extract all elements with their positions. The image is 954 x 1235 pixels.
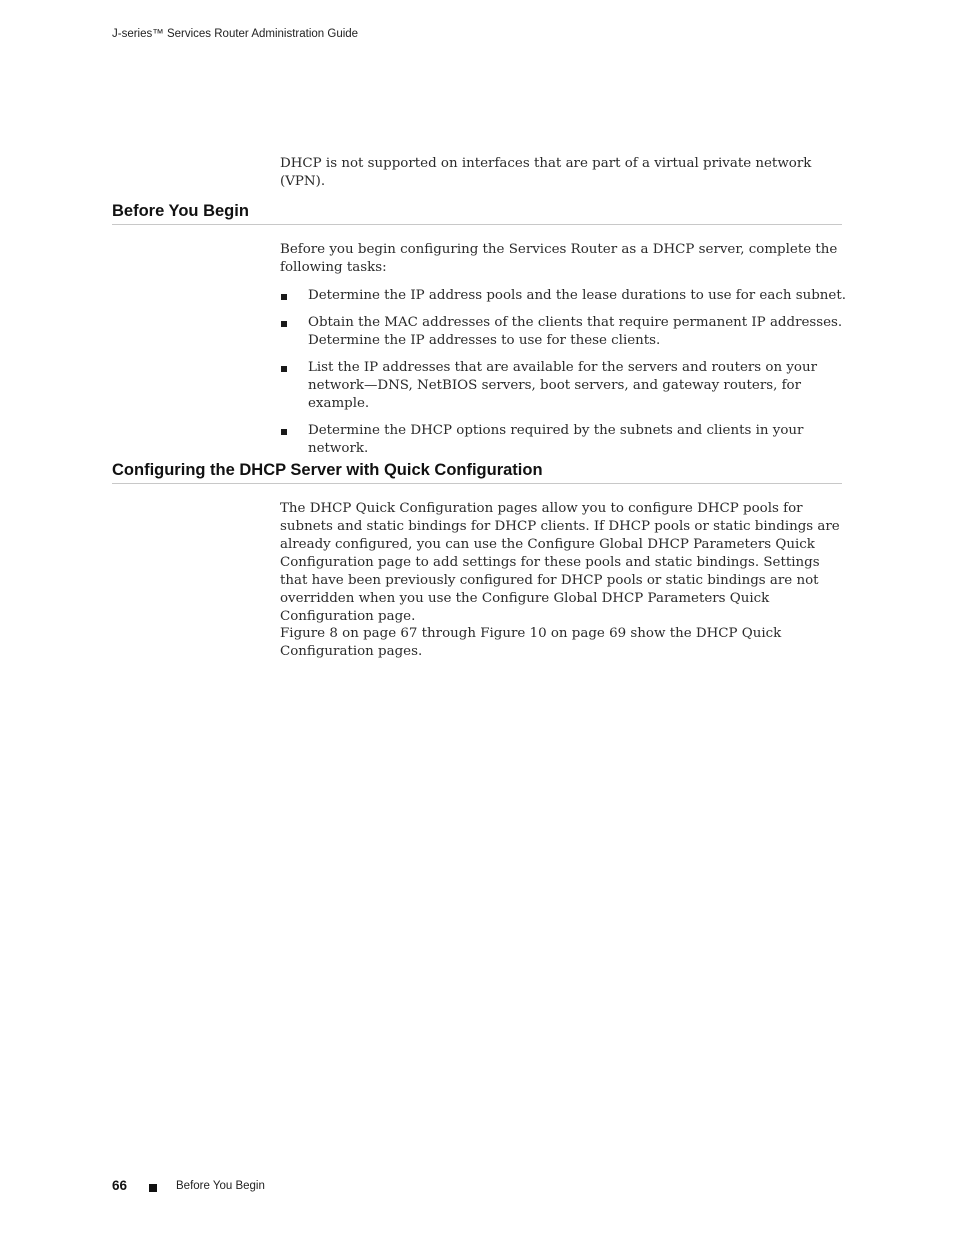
bullet-square-icon	[281, 366, 287, 372]
task-item	[280, 422, 846, 458]
running-header: J-series™ Services Router Administration Guide	[112, 28, 359, 40]
bullet-square-icon	[281, 294, 287, 300]
quick-config-paragraph: The DHCP Quick Configuration pages allow you to configure DHCP pools for subnets and static bindings for DHCP clients. If DHCP pools or static bindings are already configured, you can use the Configure Global DHCP Parameters Quick Configuration page to add settings for these pools and static bindings. Settings that have been previously configured for DHCP pools or static bindings are not overridden when you use the Configure Global DHCP Parameters Quick Configuration page.	[280, 501, 840, 624]
task-text: Obtain the MAC addresses of the clients that require permanent IP addresses. Determine the IP addresses to use for these clients.	[308, 315, 843, 348]
footer-square-icon	[149, 1184, 157, 1192]
before-you-begin-lead: Before you begin configuring the Services Router as a DHCP server, complete the following tasks:	[280, 242, 838, 275]
bullet-square-icon	[281, 321, 287, 327]
task-list	[280, 287, 846, 467]
section-heading-quick-configuration: Configuring the DHCP Server with Quick Configuration	[112, 461, 842, 484]
task-item	[280, 287, 846, 305]
vpn-note: DHCP is not supported on interfaces that are part of a virtual private network (VPN).	[280, 156, 812, 189]
figures-reference-paragraph: Figure 8 on page 67 through Figure 10 on page 69 show the DHCP Quick Configuration pages.	[280, 626, 782, 659]
footer-section-name: Before You Begin	[176, 1180, 265, 1192]
page-number: 66	[112, 1178, 128, 1193]
task-text: Determine the IP address pools and the lease durations to use for each subnet.	[308, 288, 846, 303]
task-item	[280, 314, 846, 350]
bullet-square-icon	[281, 429, 287, 435]
section-heading-before-you-begin: Before You Begin	[112, 202, 842, 225]
task-text: List the IP addresses that are available for the servers and routers on your network—DNS, NetBIOS servers, boot servers, and gateway routers, for example.	[308, 360, 818, 411]
task-text: Determine the DHCP options required by the subnets and clients in your network.	[308, 423, 804, 456]
task-item	[280, 359, 846, 413]
